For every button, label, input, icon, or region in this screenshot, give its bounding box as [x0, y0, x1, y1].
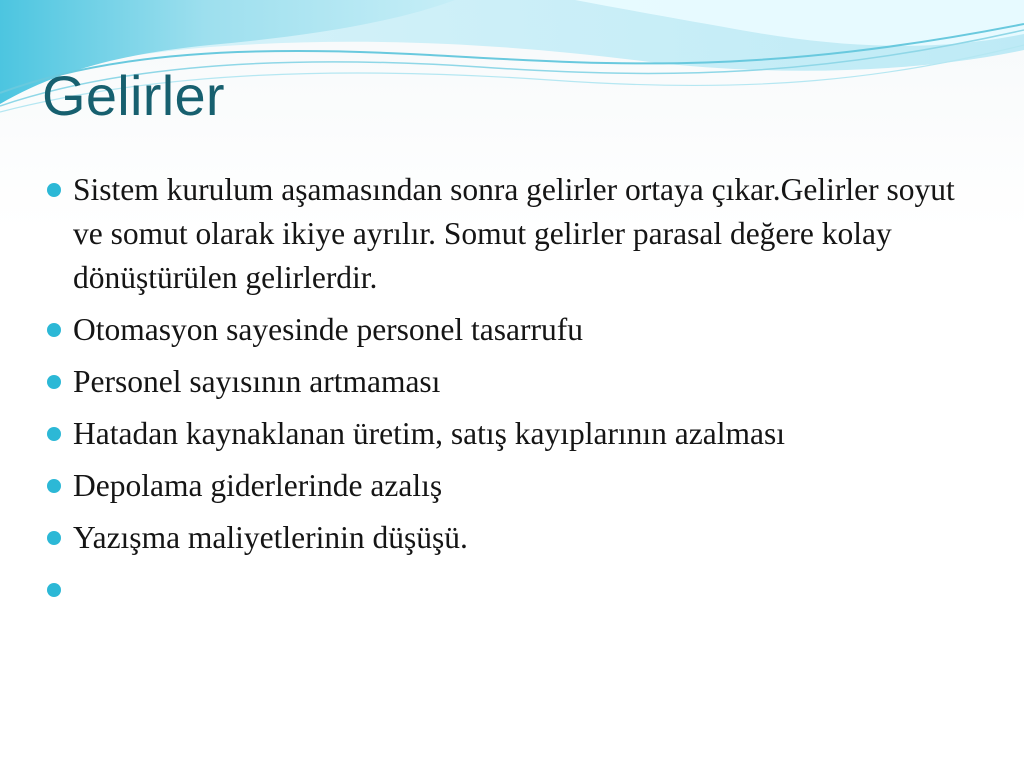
bullet-item-correspondence-costs [42, 516, 962, 560]
filled-circle-bullet-icon [47, 479, 61, 493]
filled-circle-bullet-icon [47, 427, 61, 441]
filled-circle-bullet-icon [47, 183, 61, 197]
bullet-text: Yazışma maliyetlerinin düşüşü. [73, 520, 468, 555]
filled-circle-bullet-icon [47, 323, 61, 337]
slide-title: Gelirler [42, 64, 225, 127]
bullet-item-staff-savings [42, 308, 962, 352]
filled-circle-bullet-icon [47, 375, 61, 389]
bullet-list [42, 168, 962, 620]
bullet-text: Depolama giderlerinde azalış [73, 468, 443, 503]
bullet-item-staff-count [42, 360, 962, 404]
bullet-item-storage-costs [42, 464, 962, 508]
bullet-item-empty [42, 568, 962, 612]
bullet-item-income-definition [42, 168, 962, 300]
filled-circle-bullet-icon [47, 583, 61, 597]
bullet-text [73, 568, 962, 612]
bullet-item-error-losses [42, 412, 962, 456]
bullet-text: Otomasyon sayesinde personel tasarrufu [73, 312, 583, 347]
filled-circle-bullet-icon [47, 531, 61, 545]
bullet-text: Personel sayısının artmaması [73, 364, 441, 399]
bullet-text: Hatadan kaynaklanan üretim, satış kayıplarının azalması [73, 416, 785, 451]
bullet-text: Sistem kurulum aşamasından sonra gelirler ortaya çıkar.Gelirler soyut ve somut olarak ikiye ayrılır. Somut gelirler parasal değere kolay dönüştürülen gelirlerdir. [73, 172, 955, 295]
